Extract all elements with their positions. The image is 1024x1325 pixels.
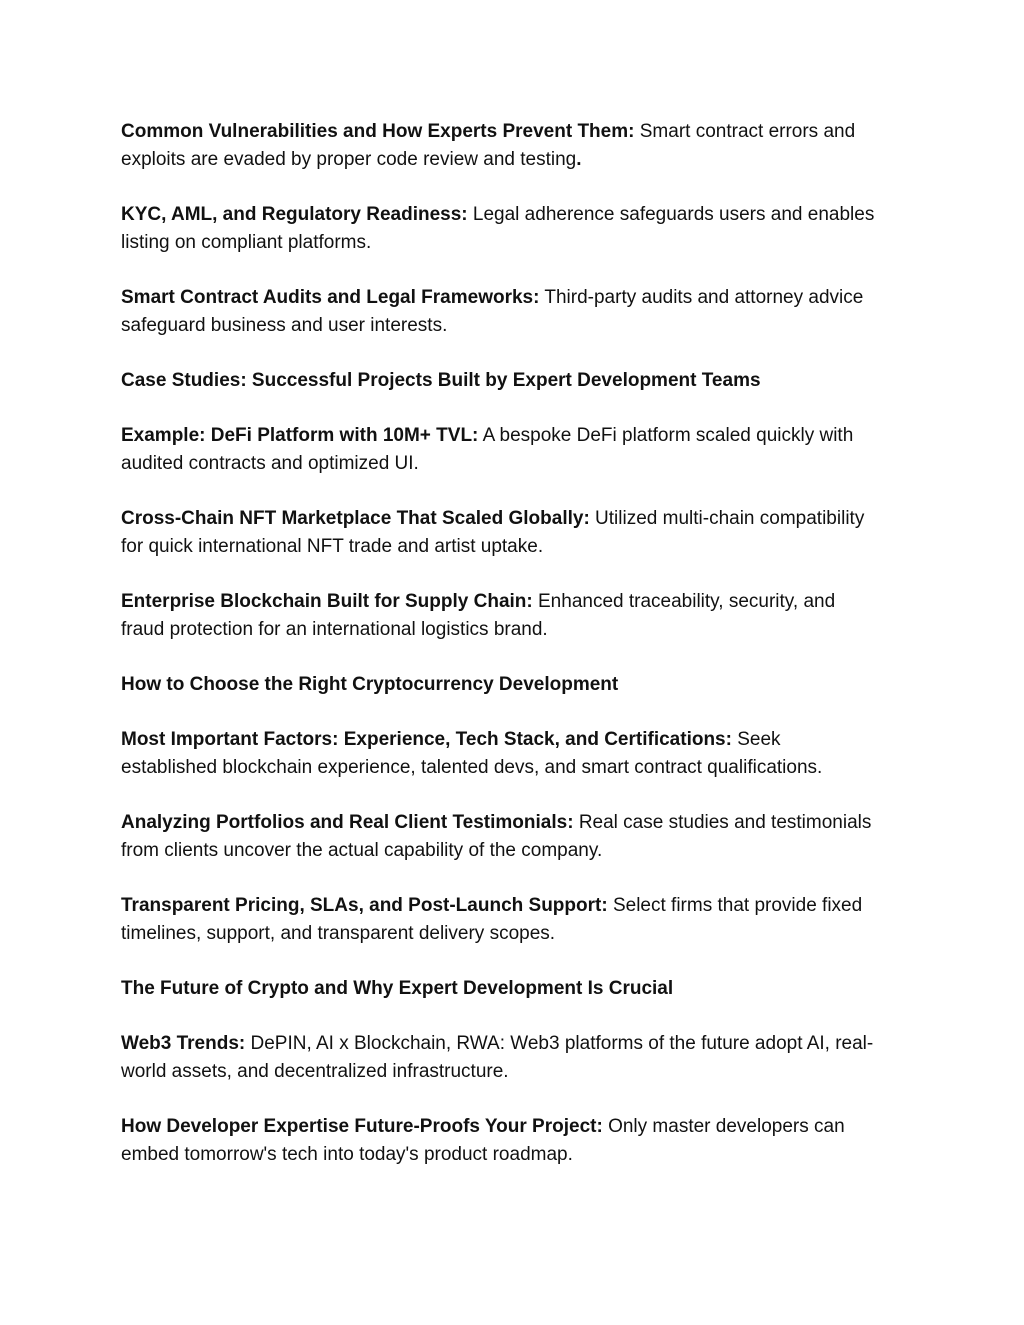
paragraph-heading: Example: DeFi Platform with 10M+ TVL:	[121, 425, 479, 446]
paragraph-body: DePIN, AI x Blockchain, RWA: Web3 platforms of the future adopt AI, real-world assets, and decentralized infrastructure.	[121, 1033, 874, 1082]
document-page	[121, 118, 881, 1196]
paragraph-web3-trends	[121, 1030, 881, 1086]
paragraph-kyc-aml	[121, 201, 881, 257]
paragraph-heading: Common Vulnerabilities and How Experts Prevent Them:	[121, 121, 635, 142]
paragraph-heading: Smart Contract Audits and Legal Frameworks:	[121, 287, 540, 308]
paragraph-future-proofs	[121, 1113, 881, 1169]
paragraph-heading: Cross-Chain NFT Marketplace That Scaled Globally:	[121, 508, 590, 529]
paragraph-tail: .	[576, 149, 582, 170]
paragraph-heading: How Developer Expertise Future-Proofs Your Project:	[121, 1116, 603, 1137]
paragraph-body: Third-party audits and attorney advice safeguard business and user interests.	[121, 287, 864, 336]
section-heading-how-to-choose	[121, 671, 881, 699]
paragraph-body: Smart contract errors and exploits are evaded by proper code review and testing	[121, 121, 856, 170]
paragraph-supply-chain	[121, 588, 881, 644]
paragraph-body: Real case studies and testimonials from clients uncover the actual capability of the company.	[121, 812, 872, 861]
paragraph-heading: Enterprise Blockchain Built for Supply Chain:	[121, 591, 533, 612]
paragraph-portfolios	[121, 809, 881, 865]
section-heading-text: How to Choose the Right Cryptocurrency Development	[121, 674, 619, 695]
paragraph-body: Select firms that provide fixed timelines, support, and transparent delivery scopes.	[121, 895, 863, 944]
paragraph-body: Utilized multi-chain compatibility for quick international NFT trade and artist uptake.	[121, 508, 865, 557]
paragraph-body: Only master developers can embed tomorrow's tech into today's product roadmap.	[121, 1116, 845, 1165]
paragraph-heading: Most Important Factors: Experience, Tech Stack, and Certifications:	[121, 729, 732, 750]
paragraph-heading: KYC, AML, and Regulatory Readiness:	[121, 204, 468, 225]
section-heading-future-of-crypto	[121, 975, 881, 1003]
paragraph-important-factors	[121, 726, 881, 782]
paragraph-body: A bespoke DeFi platform scaled quickly with audited contracts and optimized UI.	[121, 425, 854, 474]
paragraph-transparent-pricing	[121, 892, 881, 948]
paragraph-heading: Analyzing Portfolios and Real Client Testimonials:	[121, 812, 574, 833]
paragraph-defi-platform	[121, 422, 881, 478]
paragraph-body: Legal adherence safeguards users and enables listing on compliant platforms.	[121, 204, 875, 253]
paragraph-body: Enhanced traceability, security, and fraud protection for an international logistics brand.	[121, 591, 836, 640]
section-heading-text: Case Studies: Successful Projects Built by Expert Development Teams	[121, 370, 761, 391]
section-heading-text: The Future of Crypto and Why Expert Development Is Crucial	[121, 978, 674, 999]
paragraph-heading: Web3 Trends:	[121, 1033, 246, 1054]
paragraph-common-vulnerabilities	[121, 118, 881, 174]
paragraph-body: Seek established blockchain experience, talented devs, and smart contract qualifications.	[121, 729, 823, 778]
paragraph-nft-marketplace	[121, 505, 881, 561]
section-heading-case-studies	[121, 367, 881, 395]
paragraph-smart-contract-audits	[121, 284, 881, 340]
paragraph-heading: Transparent Pricing, SLAs, and Post-Launch Support:	[121, 895, 608, 916]
